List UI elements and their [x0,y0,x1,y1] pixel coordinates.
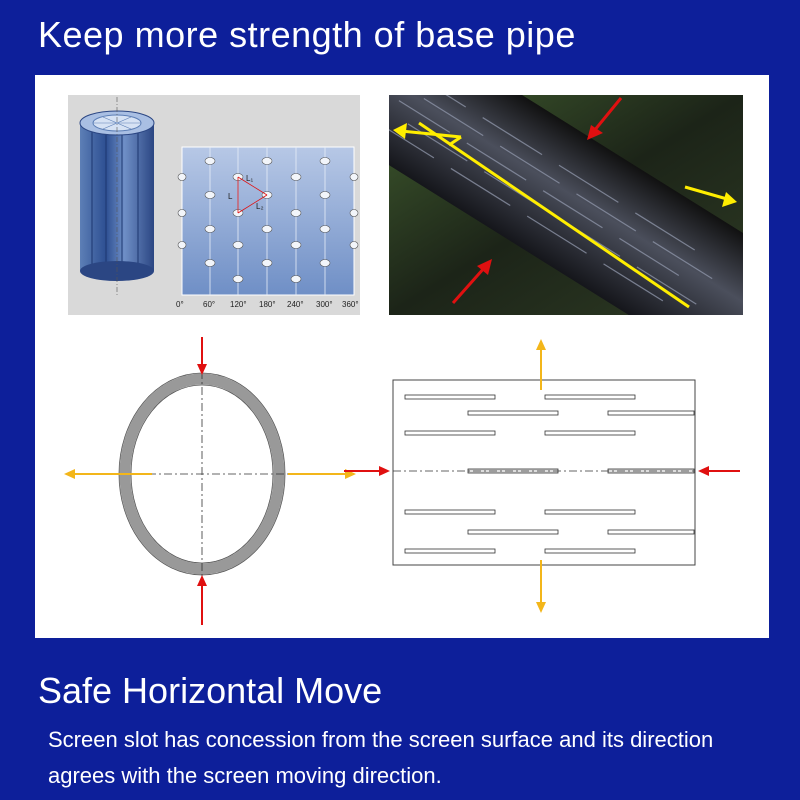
tick-180: 180° [259,300,276,309]
slot-pattern-svg [68,95,360,315]
tick-0: 0° [176,300,184,309]
pipe-cross-section-diagram [60,335,360,630]
section-description: Screen slot has concession from the screen surface and its direction agrees with the screen moving direction. [48,727,714,788]
red-arrow-down-icon [197,337,207,375]
red-arrow-right-icon [344,466,390,476]
slot-layout-svg [340,335,760,630]
label-l: L [228,192,233,201]
slot-pattern-diagram [68,95,360,315]
label-l1: L₁ [246,174,254,183]
label-l2: L₂ [256,202,264,211]
unrolled-slot-sheet [178,147,358,295]
content-panel [35,75,769,638]
yellow-arrow-down-icon [536,560,546,613]
slotted-pipe-photo [389,95,743,315]
slot-layout-force-diagram [340,335,760,630]
angle-axis [176,300,359,309]
tick-120: 120° [230,300,247,309]
slotted-pipe-photo-svg [389,95,743,315]
tick-240: 240° [287,300,304,309]
red-arrow-left-icon [698,466,740,476]
tick-60: 60° [203,300,216,309]
page-title: Keep more strength of base pipe [38,14,576,55]
section-title: Safe Horizontal Move [38,670,383,711]
tick-300: 300° [316,300,333,309]
pipe-cylinder-icon [80,97,154,295]
tick-360: 360° [342,300,359,309]
red-arrow-up-icon [197,575,207,625]
cross-section-svg [60,335,360,630]
yellow-arrow-left-icon [64,469,152,479]
